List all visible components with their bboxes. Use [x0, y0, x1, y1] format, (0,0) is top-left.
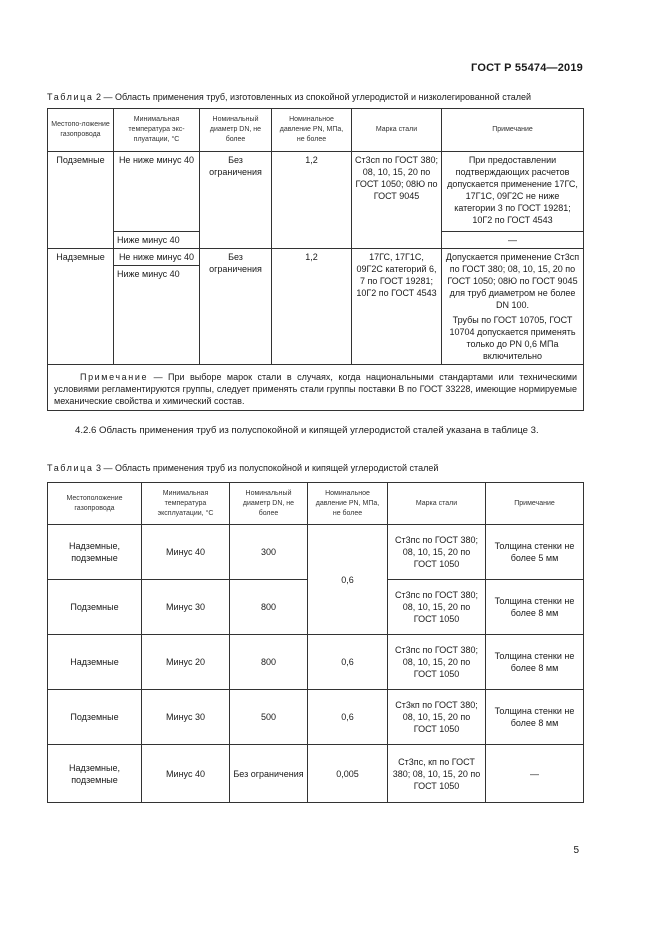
table3-cell-location: Подземные	[48, 690, 142, 745]
table3-caption-word: Таблица	[47, 463, 94, 473]
table-row	[48, 525, 584, 580]
table3-cell-note: Толщина стенки не более 8 мм	[486, 580, 584, 635]
table2-cell-pressure: 1,2	[272, 152, 352, 249]
table3-cell-note: Толщина стенки не более 5 мм	[486, 525, 584, 580]
table3-cell-diameter: Без ограничения	[230, 745, 308, 803]
table3-cell-location: Подземные	[48, 580, 142, 635]
table3-cell-note: Толщина стенки не более 8 мм	[486, 690, 584, 745]
table3-header-steel: Марка стали	[388, 483, 486, 525]
table2-header-row	[48, 109, 584, 152]
table3-cell-note: Толщина стенки не более 8 мм	[486, 635, 584, 690]
table3-cell-note: —	[486, 745, 584, 803]
table2-cell-pressure: 1,2	[272, 249, 352, 365]
table3-cell-temp: Минус 30	[142, 690, 230, 745]
table2-cell-temp: Не ниже минус 40	[114, 152, 200, 232]
table3-cell-steel: Ст3пс по ГОСТ 380; 08, 10, 15, 20 по ГОСТ 1050	[388, 580, 486, 635]
table2-cell-temp: Ниже минус 40	[117, 269, 180, 279]
table3-header-diameter: Номинальный диаметр DN, не более	[230, 483, 308, 525]
table3-cell-steel: Ст3пс по ГОСТ 380; 08, 10, 15, 20 по ГОСТ 1050	[388, 525, 486, 580]
table2-caption-text: 2 — Область применения труб, изготовленных из спокойной углеродистой и низколегированной сталей	[93, 92, 532, 102]
table2-footnote-row	[48, 365, 584, 411]
document-header: ГОСТ Р 55474—2019	[471, 62, 583, 74]
table2-cell-temp-group	[114, 249, 200, 365]
table3-cell-temp: Минус 40	[142, 745, 230, 803]
table2-cell-temp: Ниже минус 40	[114, 232, 200, 249]
table3-cell-location: Надземные, подземные	[48, 525, 142, 580]
table2-footnote-text: — При выборе марок стали в случаях, когда национальными стандартами или техническими условиями регламентируются группы, следует применять стали группы поставки В по ГОСТ 33228, имеющие нормируемые механические свойства и химический состав.	[54, 372, 577, 406]
table2-header-pressure: Номинальное давление PN, МПа, не более	[272, 109, 352, 152]
table3-cell-temp: Минус 20	[142, 635, 230, 690]
table2	[47, 108, 584, 411]
table3-cell-diameter: 800	[230, 635, 308, 690]
table2-cell-note: При предоставлении подтверждающих расчетов допускается применение 17ГС, 17Г1С, 09Г2С не ниже категории 3 по ГОСТ 19281; 10Г2 по ГОСТ 4543	[442, 152, 584, 232]
table2-footnote	[48, 365, 584, 411]
table3-cell-diameter: 500	[230, 690, 308, 745]
table2-cell-location: Надземные	[48, 249, 114, 365]
table2-header-diameter: Номинальный диаметр DN, не более	[200, 109, 272, 152]
table3-caption	[47, 463, 438, 473]
table3-cell-steel: Ст3пс, кп по ГОСТ 380; 08, 10, 15, 20 по ГОСТ 1050	[388, 745, 486, 803]
table2-note-part: Допускается применение Ст3сп по ГОСТ 380; 08, 10, 15, 20 по ГОСТ 1050; 08Ю по ГОСТ 9045 для труб диаметром не более DN 100.	[445, 252, 580, 310]
table2-note-part: Трубы по ГОСТ 10705, ГОСТ 10704 допускается применять только до PN 0,6 МПа включительно	[449, 315, 576, 361]
table-row	[48, 745, 584, 803]
table3-cell-location: Надземные	[48, 635, 142, 690]
table-row	[48, 635, 584, 690]
table3-cell-diameter: 800	[230, 580, 308, 635]
table2-cell-note	[442, 249, 584, 365]
table3	[47, 482, 584, 803]
table3-cell-temp: Минус 30	[142, 580, 230, 635]
table2-header-location: Местопо-ложение газопровода	[48, 109, 114, 152]
table2-cell-location: Подземные	[48, 152, 114, 249]
table-row	[48, 249, 584, 365]
table2-caption-word: Таблица	[47, 92, 94, 102]
table2-caption	[47, 92, 531, 102]
table2-cell-diameter: Без ограничения	[200, 249, 272, 365]
table-row	[48, 152, 584, 232]
table2-cell-note: —	[442, 232, 584, 249]
table2-cell-temp: Не ниже минус 40	[114, 249, 199, 266]
table2-header-note: Примечание	[442, 109, 584, 152]
table2-header-temp: Минимальная температура экс-плуатации, °С	[114, 109, 200, 152]
table3-header-note: Примечание	[486, 483, 584, 525]
table3-caption-text: 3 — Область применения труб из полуспокойной и кипящей углеродистой сталей	[93, 463, 439, 473]
table2-cell-diameter: Без ограничения	[200, 152, 272, 249]
table2-cell-steel: 17ГС, 17Г1С, 09Г2С категорий 6, 7 по ГОСТ 19281; 10Г2 по ГОСТ 4543	[352, 249, 442, 365]
table2-footnote-word: Примечание	[80, 372, 149, 382]
table3-cell-temp: Минус 40	[142, 525, 230, 580]
table3-cell-steel: Ст3кп по ГОСТ 380; 08, 10, 15, 20 по ГОСТ 1050	[388, 690, 486, 745]
table3-cell-pressure: 0,6	[308, 635, 388, 690]
table3-header-location: Местоположение газопровода	[48, 483, 142, 525]
table3-cell-pressure: 0,6	[308, 525, 388, 635]
table3-cell-location: Надземные, подземные	[48, 745, 142, 803]
table3-cell-diameter: 300	[230, 525, 308, 580]
table3-cell-pressure: 0,005	[308, 745, 388, 803]
page-number: 5	[573, 845, 579, 856]
table3-cell-steel: Ст3пс по ГОСТ 380; 08, 10, 15, 20 по ГОСТ 1050	[388, 635, 486, 690]
table3-header-row	[48, 483, 584, 525]
table-row	[48, 690, 584, 745]
section-paragraph: 4.2.6 Область применения труб из полуспокойной и кипящей углеродистой сталей указана в таблице 3.	[75, 425, 539, 436]
table3-header-temp: Минимальная температура эксплуатации, °С	[142, 483, 230, 525]
table2-cell-steel: Ст3сп по ГОСТ 380; 08, 10, 15, 20 по ГОСТ 1050; 08Ю по ГОСТ 9045	[352, 152, 442, 249]
table3-cell-pressure: 0,6	[308, 690, 388, 745]
table3-header-pressure: Номинальное давление PN, МПа, не более	[308, 483, 388, 525]
table2-header-steel: Марка стали	[352, 109, 442, 152]
